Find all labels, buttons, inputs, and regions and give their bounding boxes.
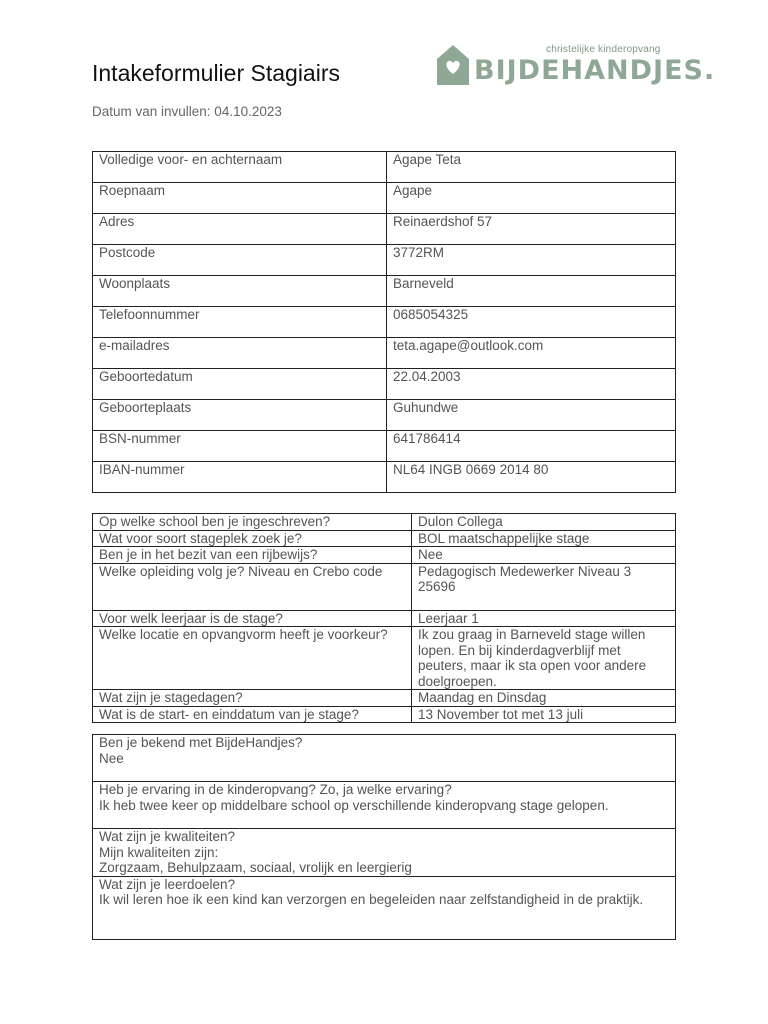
table-row	[93, 431, 676, 462]
field-value: 3772RM	[387, 245, 676, 276]
field-value: Reinaerdshof 57	[387, 214, 676, 245]
question-text: Wat zijn je kwaliteiten?	[99, 829, 236, 844]
answer-text: Ik heb twee keer op middelbare school op verschillende kinderopvang stage gelopen.	[99, 797, 609, 813]
field-label: Ben je in het bezit van een rijbewijs?	[93, 547, 412, 564]
field-value: Ik zou graag in Barneveld stage willen lopen. En bij kinderdagverblijf met peuters, maar ik sta open voor andere doelgroepen.	[412, 627, 676, 690]
field-label: Welke locatie en opvangvorm heeft je voorkeur?	[93, 627, 412, 690]
logo-wordmark: BIJDEHANDJES.	[474, 55, 716, 86]
answer-text: Nee	[99, 750, 124, 766]
field-label: IBAN-nummer	[93, 462, 387, 493]
table-row	[93, 245, 676, 276]
field-value: Barneveld	[387, 276, 676, 307]
table-row	[93, 514, 676, 531]
field-value: Agape Teta	[387, 152, 676, 183]
table-row	[93, 152, 676, 183]
table-row	[93, 690, 676, 707]
internship-table	[92, 513, 676, 723]
field-label: Adres	[93, 214, 387, 245]
field-value: Guhundwe	[387, 400, 676, 431]
table-row	[93, 610, 676, 627]
table-row	[93, 876, 676, 939]
page-title: Intakeformulier Stagiairs	[92, 60, 340, 86]
field-label: Wat zijn je stagedagen?	[93, 690, 412, 707]
personal-info-table	[92, 151, 676, 493]
field-value: Nee	[412, 547, 676, 564]
question-cell	[93, 735, 676, 782]
question-text: Ben je bekend met BijdeHandjes?	[99, 735, 303, 750]
field-value: Leerjaar 1	[412, 610, 676, 627]
field-label: Op welke school ben je ingeschreven?	[93, 514, 412, 531]
field-value: 22.04.2003	[387, 369, 676, 400]
field-value: 0685054325	[387, 307, 676, 338]
table-row	[93, 276, 676, 307]
field-value: Pedagogisch Medewerker Niveau 3 25696	[412, 563, 676, 610]
field-value: 641786414	[387, 431, 676, 462]
table-row	[93, 400, 676, 431]
table-row	[93, 829, 676, 877]
field-value: Maandag en Dinsdag	[412, 690, 676, 707]
answer-text: Ik wil leren hoe ik een kind kan verzorgen en begeleiden naar zelfstandigheid in de praktijk.	[99, 892, 644, 907]
table-row	[93, 369, 676, 400]
table-row	[93, 530, 676, 547]
table-row	[93, 183, 676, 214]
field-label: BSN-nummer	[93, 431, 387, 462]
field-value: 13 November tot met 13 juli	[412, 706, 676, 723]
field-label: Welke opleiding volg je? Niveau en Crebo code	[93, 563, 412, 610]
question-text: Wat zijn je leerdoelen?	[99, 876, 236, 892]
table-row	[93, 214, 676, 245]
logo-tagline: christelijke kinderopvang	[546, 44, 661, 55]
field-label: Roepnaam	[93, 183, 387, 214]
field-label: Volledige voor- en achternaam	[93, 152, 387, 183]
field-label: Woonplaats	[93, 276, 387, 307]
field-value: BOL maatschappelijke stage	[412, 530, 676, 547]
field-label: Telefoonnummer	[93, 307, 387, 338]
field-label: Geboortedatum	[93, 369, 387, 400]
question-cell	[93, 782, 676, 829]
field-label: Geboorteplaats	[93, 400, 387, 431]
table-row	[93, 563, 676, 610]
answer-text: Zorgzaam, Behulpzaam, sociaal, vrolijk en leergierig	[99, 860, 412, 875]
fill-date: Datum van invullen: 04.10.2023	[92, 104, 282, 119]
logo	[436, 42, 716, 88]
answer-text: Mijn kwaliteiten zijn:	[99, 844, 219, 860]
field-value: teta.agape@outlook.com	[387, 338, 676, 369]
field-label: Voor welk leerjaar is de stage?	[93, 610, 412, 627]
field-label: Wat is de start- en einddatum van je stage?	[93, 706, 412, 723]
table-row	[93, 547, 676, 564]
question-text: Heb je ervaring in de kinderopvang? Zo, ja welke ervaring?	[99, 782, 452, 797]
question-cell	[93, 876, 676, 939]
questions-table	[92, 734, 676, 940]
table-row	[93, 706, 676, 723]
question-cell	[93, 829, 676, 877]
field-value: Dulon Collega	[412, 514, 676, 531]
field-label: e-mailadres	[93, 338, 387, 369]
table-row	[93, 782, 676, 829]
field-label: Wat voor soort stageplek zoek je?	[93, 530, 412, 547]
table-row	[93, 735, 676, 782]
field-value: NL64 INGB 0669 2014 80	[387, 462, 676, 493]
house-heart-icon	[436, 44, 470, 86]
table-row	[93, 627, 676, 690]
table-row	[93, 462, 676, 493]
table-row	[93, 307, 676, 338]
field-label: Postcode	[93, 245, 387, 276]
table-row	[93, 338, 676, 369]
field-value: Agape	[387, 183, 676, 214]
